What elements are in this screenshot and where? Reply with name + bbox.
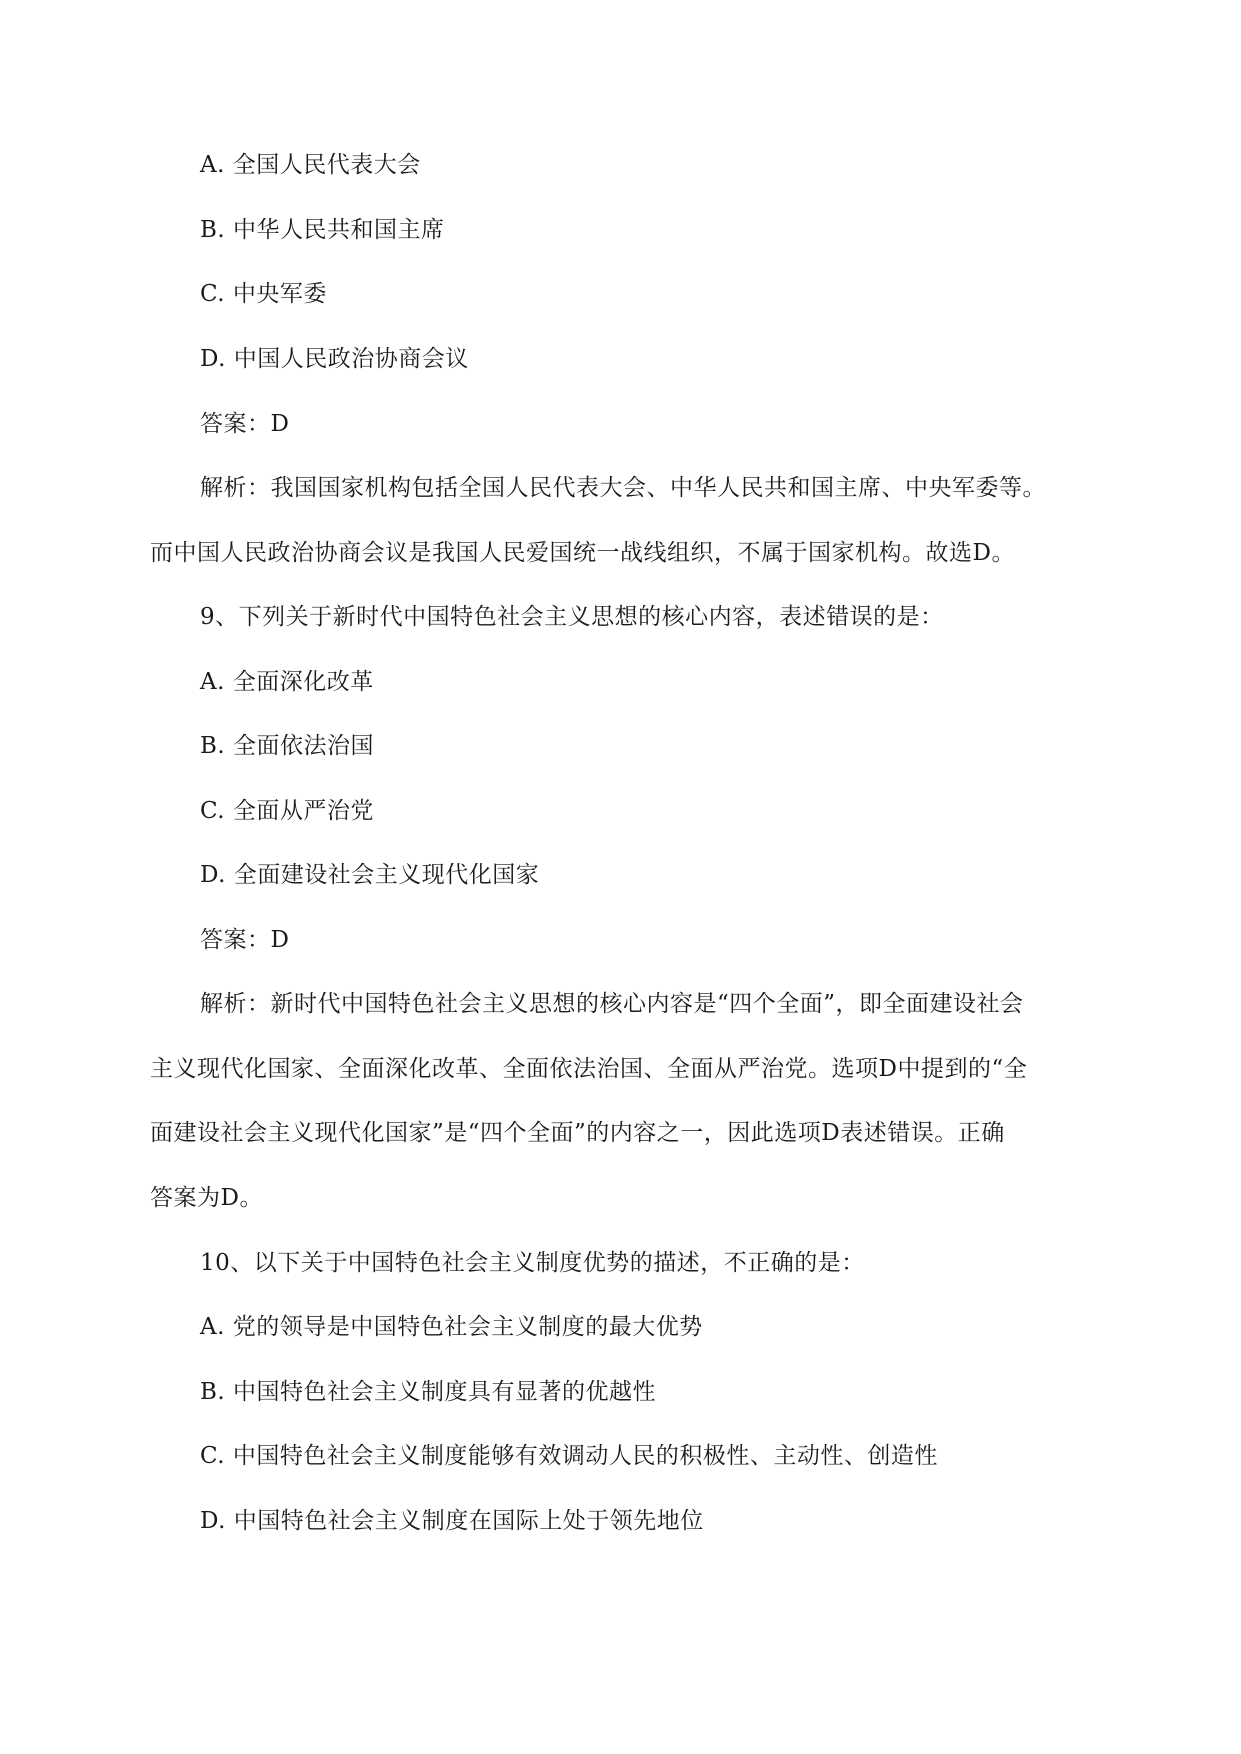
q9-option-c: C. 全面从严治党	[200, 798, 374, 824]
q8-option-c: C. 中央军委	[200, 281, 327, 307]
q8-answer: 答案：D	[200, 411, 290, 437]
q9-explanation-line-3: 面建设社会主义现代化国家”是“四个全面”的内容之一，因此选项D表述错误。正确	[150, 1120, 1005, 1146]
q9-option-b: B. 全面依法治国	[200, 733, 375, 759]
q8-option-d: D. 中国人民政治协商会议	[200, 346, 469, 372]
q9-question: 9、下列关于新时代中国特色社会主义思想的核心内容，表述错误的是：	[200, 604, 944, 630]
q8-option-a: A. 全国人民代表大会	[200, 152, 421, 178]
q8-option-b: B. 中华人民共和国主席	[200, 217, 445, 243]
q9-option-d: D. 全面建设社会主义现代化国家	[200, 862, 540, 888]
q8-explanation-line-2: 而中国人民政治协商会议是我国人民爱国统一战线组织，不属于国家机构。故选D。	[150, 540, 1015, 566]
q9-option-a: A. 全面深化改革	[200, 669, 374, 695]
q9-explanation-line-1: 解析：新时代中国特色社会主义思想的核心内容是“四个全面”，即全面建设社会	[200, 991, 1024, 1017]
q10-option-d: D. 中国特色社会主义制度在国际上处于领先地位	[200, 1508, 704, 1534]
q10-option-b: B. 中国特色社会主义制度具有显著的优越性	[200, 1379, 657, 1405]
q9-explanation-line-2: 主义现代化国家、全面深化改革、全面依法治国、全面从严治党。选项D中提到的“全	[150, 1056, 1028, 1082]
q9-explanation-line-4: 答案为D。	[150, 1185, 263, 1211]
q10-option-a: A. 党的领导是中国特色社会主义制度的最大优势	[200, 1314, 703, 1340]
q8-explanation-line-1: 解析：我国国家机构包括全国人民代表大会、中华人民共和国主席、中央军委等。	[200, 475, 1046, 501]
q10-option-c: C. 中国特色社会主义制度能够有效调动人民的积极性、主动性、创造性	[200, 1443, 938, 1469]
q10-question: 10、以下关于中国特色社会主义制度优势的描述，不正确的是：	[200, 1250, 865, 1276]
q9-answer: 答案：D	[200, 927, 290, 953]
